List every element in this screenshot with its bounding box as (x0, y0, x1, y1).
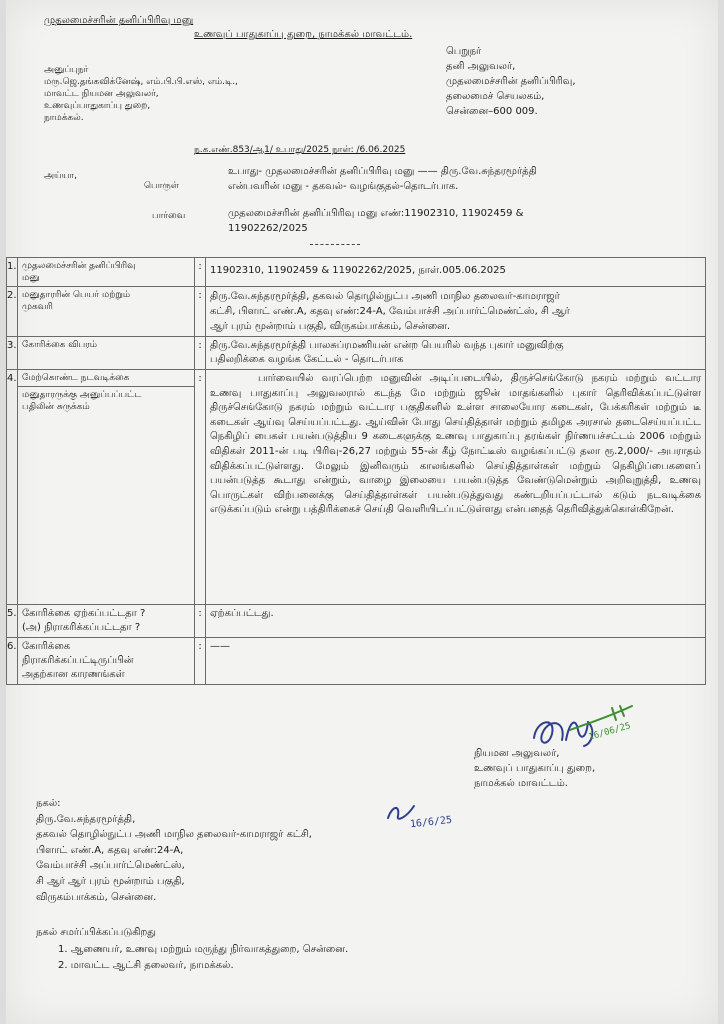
department-title: உணவுப் பாதுகாப்பு துறை, நாமக்கல் மாவட்டம். (194, 29, 413, 40)
copy-submitted-item: 2. மாவட்ட ஆட்சி தலைவர், நாமக்கல். (58, 960, 234, 971)
sender-line: மரு.ஜெ.தங்கவிக்னேஷ், எம்.பி.பி.எஸ், எம்.டி., (44, 77, 238, 87)
row-label-line: பதிலின் சுருக்கம் (22, 402, 90, 412)
row-colon: : (195, 337, 206, 370)
table-row (7, 370, 706, 605)
sender-line: உணவுப்பாதுகாப்பு துறை, (44, 101, 151, 111)
sender-label: அனுப்புநர் (44, 65, 89, 75)
handwritten-initial-date: 16/06/25 (587, 721, 632, 743)
row-value-line: கட்சி, பிளாட் எண்.A, கதவு எண்:24-A, வேம்பாச்சி அப்பார்ட்மெண்ட்ஸ், சி ஆர் (210, 306, 570, 317)
row-label-line: கோரிக்கை விபரம் (22, 340, 98, 350)
row-label-line: கோரிக்கை ஏற்கப்பட்டதா ? (22, 608, 146, 619)
row-value-line: ஆர் புரம் மூன்றாம் பகுதி, விருகம்பாக்கம், சென்னை. (210, 321, 451, 332)
row-label (18, 258, 195, 287)
row-value-line: திரு.வே.சுந்தரமூர்த்தி, தகவல் தொழில்நுட்ப அணி மாநில தலைவர்-காமராஜர் (210, 291, 560, 302)
reference-line: முதலமைச்சரின் தனிப்பிரிவு மனு எண்:11902310, 11902459 & (228, 208, 524, 219)
recipient-label: பெறுநர் (446, 46, 482, 57)
signature-line: நாமக்கல் மாவட்டம். (474, 778, 568, 789)
row-label-line: மனு (22, 273, 40, 283)
recipient-line: தலைமைச் செயலகம், (446, 91, 545, 102)
row-label-line: கோரிக்கை (22, 641, 71, 652)
salutation: அய்யா, (44, 171, 77, 181)
copy-to-line: திரு.வே.சுந்தரமூர்த்தி, (36, 813, 136, 825)
copy-submitted-label: நகல் சமர்ப்பிக்கப்படுகிறது (36, 927, 156, 938)
recipient-block (446, 44, 576, 119)
row-number: 3. (7, 337, 18, 370)
action-paragraph: பார்வையில் வரப்பெற்ற மனுவின் அடிப்படையில், திருச்செங்கோடு நகரம் மற்றும் வட்டார உணவு பாதுகாப்பு அலுவலரால் கடந்த மே மற்றும் ஜூன் மாதங்களில் புகார் தெரிவிக்கப்பட்டுள்ள திருச்செங்கோடு நகரம் மற்றும் வட்டார பகுதிகளில் உள்ள சாலையோர கடைகள், பேக்கரிகள் மற்றும் டீ கடைகள் ஆய்வு செய்யப்பட்டது. ஆய்வின் போது செய்தித்தாள் மற்றும் தமிழக அரசால் தடைசெய்யப்பட்ட நெகிழிப் பைகள் பயன்படுத்திய 9 கடைகளுக்கு உணவு பாதுகாப்பு தரங்கள் நிர்ணயச்சட்டம் 2006 மற்றும் விதிகள் 2011-ன் படி பிரிவு-26,27 மற்றும் 55-ன் கீழ் நோட்டீஸ் வழங்கப்பட்டு தலா ரூ.2,000/- அபராதம் விதிக்கப்பட்டுள்ளது. மேலும் இனிவரும் காலங்களில் செய்தித்தாள்கள் மற்றும் நெகிழிப்பைகளைப் பயன்படுத்த கூடாது என்றும், வாழை இலையை பயன்படுத்த வேண்டுமென்றும் அறிவுறுத்தி, உணவு பொருட்கள் விற்பனைக்கு செய்தித்தாள்கள் பயன்படுத்துவது கண்டறியப்பட்டால் கடும் நடவடிக்கை எடுக்கப்படும் என்று பத்திரிக்கைச் செய்தி வெளியிடப்பட்டுள்ளது என்பதைத் தெரிவித்துக்கொள்கிறேன். (210, 373, 701, 516)
copy-to-line: விருகம்பாக்கம், சென்னை. (36, 891, 157, 903)
row-value-line: திரு.வே.சுந்தரமூர்த்தி பாலசுப்ரமணியன் என்ற பெயரில் வந்த புகார் மனுவிற்கு (210, 340, 564, 351)
recipient-line: முதலமைச்சரின் தனிப்பிரிவு, (446, 76, 576, 87)
row-number: 6. (7, 638, 18, 685)
row-value (206, 370, 706, 605)
row-colon: : (195, 258, 206, 287)
details-table (6, 257, 706, 685)
copy-to-block (36, 796, 312, 905)
row-label-line: நிராகரிக்கப்பட்டிருப்பின் (22, 655, 134, 666)
copy-to-line: சி ஆர் ஆர் புரம் மூன்றாம் பகுதி, (36, 875, 185, 887)
row-value (206, 258, 706, 287)
recipient-line: சென்னை–600 009. (446, 106, 538, 117)
reference-number: ந.க.எண்.853/ஆ1/ உபாது/2025 நாள்: /6.06.2025 (194, 145, 406, 155)
copy-to-line: பிளாட் எண்.A, கதவு எண்:24-A, (36, 844, 184, 856)
copy-to-line: வேம்பாச்சி அப்பார்ட்மெண்ட்ஸ், (36, 860, 185, 872)
subject-line: என்பவரின் மனு - தகவல்- வழங்குதல்-தொடர்பாக. (228, 181, 459, 192)
row-label-line: முகவரி (22, 302, 53, 312)
row-colon: : (195, 605, 206, 638)
reference-text (228, 206, 523, 236)
subject-label: பொருள் (144, 181, 179, 191)
row-colon: : (195, 370, 206, 605)
row-label-line: மனுதாரரின் பெயர் மற்றும் (22, 290, 131, 300)
row-value-line: 11902310, 11902459 & 11902262/2025, நாள்.005.06.2025 (210, 265, 506, 276)
table-row (7, 258, 706, 287)
row-label (18, 287, 195, 337)
signature-line: உணவுப் பாதுகாப்பு துறை, (474, 763, 596, 774)
row-colon: : (195, 287, 206, 337)
table-row (7, 337, 706, 370)
separator-rule (310, 244, 360, 245)
row-label-line: (அ) நிராகரிக்கப்பட்டதா ? (22, 622, 141, 633)
recipient-line: தனி அலுவலர், (446, 61, 516, 72)
row-value (206, 337, 706, 370)
row-label (18, 337, 195, 370)
row-number: 5. (7, 605, 18, 638)
row-value (206, 638, 706, 685)
subject-text (228, 164, 537, 194)
row-label-line: மனுதாரருக்கு அனுப்பப்பட்ட (18, 386, 194, 401)
signature-line: நியமன அலுவலர், (474, 748, 560, 759)
row-label-line: அதற்கான காரணங்கள் (22, 669, 125, 680)
copy-to-line: தகவல் தொழில்நுட்ப அணி மாநில தலைவர்-காமராஜர் கட்சி, (36, 829, 312, 841)
subject-line: உபாது- முதலமைச்சரின் தனிப்பிரிவு மனு —— திரு.வே.சுந்தரமூர்த்தி (228, 166, 537, 177)
copy-submitted-item: 1. ஆணையர், உணவு மற்றும் மருந்து நிர்வாகத்துறை, சென்னை. (58, 944, 349, 955)
table-row (7, 287, 706, 337)
row-number: 2. (7, 287, 18, 337)
row-value-line: —— (210, 641, 230, 652)
copy-submitted-list (58, 942, 348, 974)
sender-line: மாவட்ட நியமன அலுவலர், (44, 89, 159, 99)
copy-to-label: நகல்: (36, 798, 61, 809)
row-label (18, 605, 195, 638)
sender-line: நாமக்கல். (44, 113, 84, 123)
row-colon: : (195, 638, 206, 685)
row-label-line: முதலமைச்சரின் தனிப்பிரிவு (22, 261, 136, 271)
row-value (206, 605, 706, 638)
office-title: முதலமைச்சரின் தனிப்பிரிவு மனு (44, 15, 194, 26)
sender-block (44, 64, 238, 124)
handwritten-date: 16/6/25 (409, 814, 453, 831)
row-value-line: பதிலறிக்கை வழங்க கேட்டல் - தொடர்பாக (210, 354, 404, 365)
row-value-line: ஏற்கப்பட்டது. (210, 608, 274, 619)
row-label-line: மேற்கொண்ட நடவடிக்கை (22, 373, 130, 383)
row-label (18, 638, 195, 685)
signature-block (474, 746, 595, 791)
table-row (7, 638, 706, 685)
document-page (6, 0, 718, 1024)
reference-line: 11902262/2025 (228, 223, 308, 234)
table-row (7, 605, 706, 638)
row-label (18, 370, 195, 605)
row-number: 1. (7, 258, 18, 287)
row-number: 4. (7, 370, 18, 605)
reference-label: பார்வை (152, 211, 186, 221)
row-value (206, 287, 706, 337)
